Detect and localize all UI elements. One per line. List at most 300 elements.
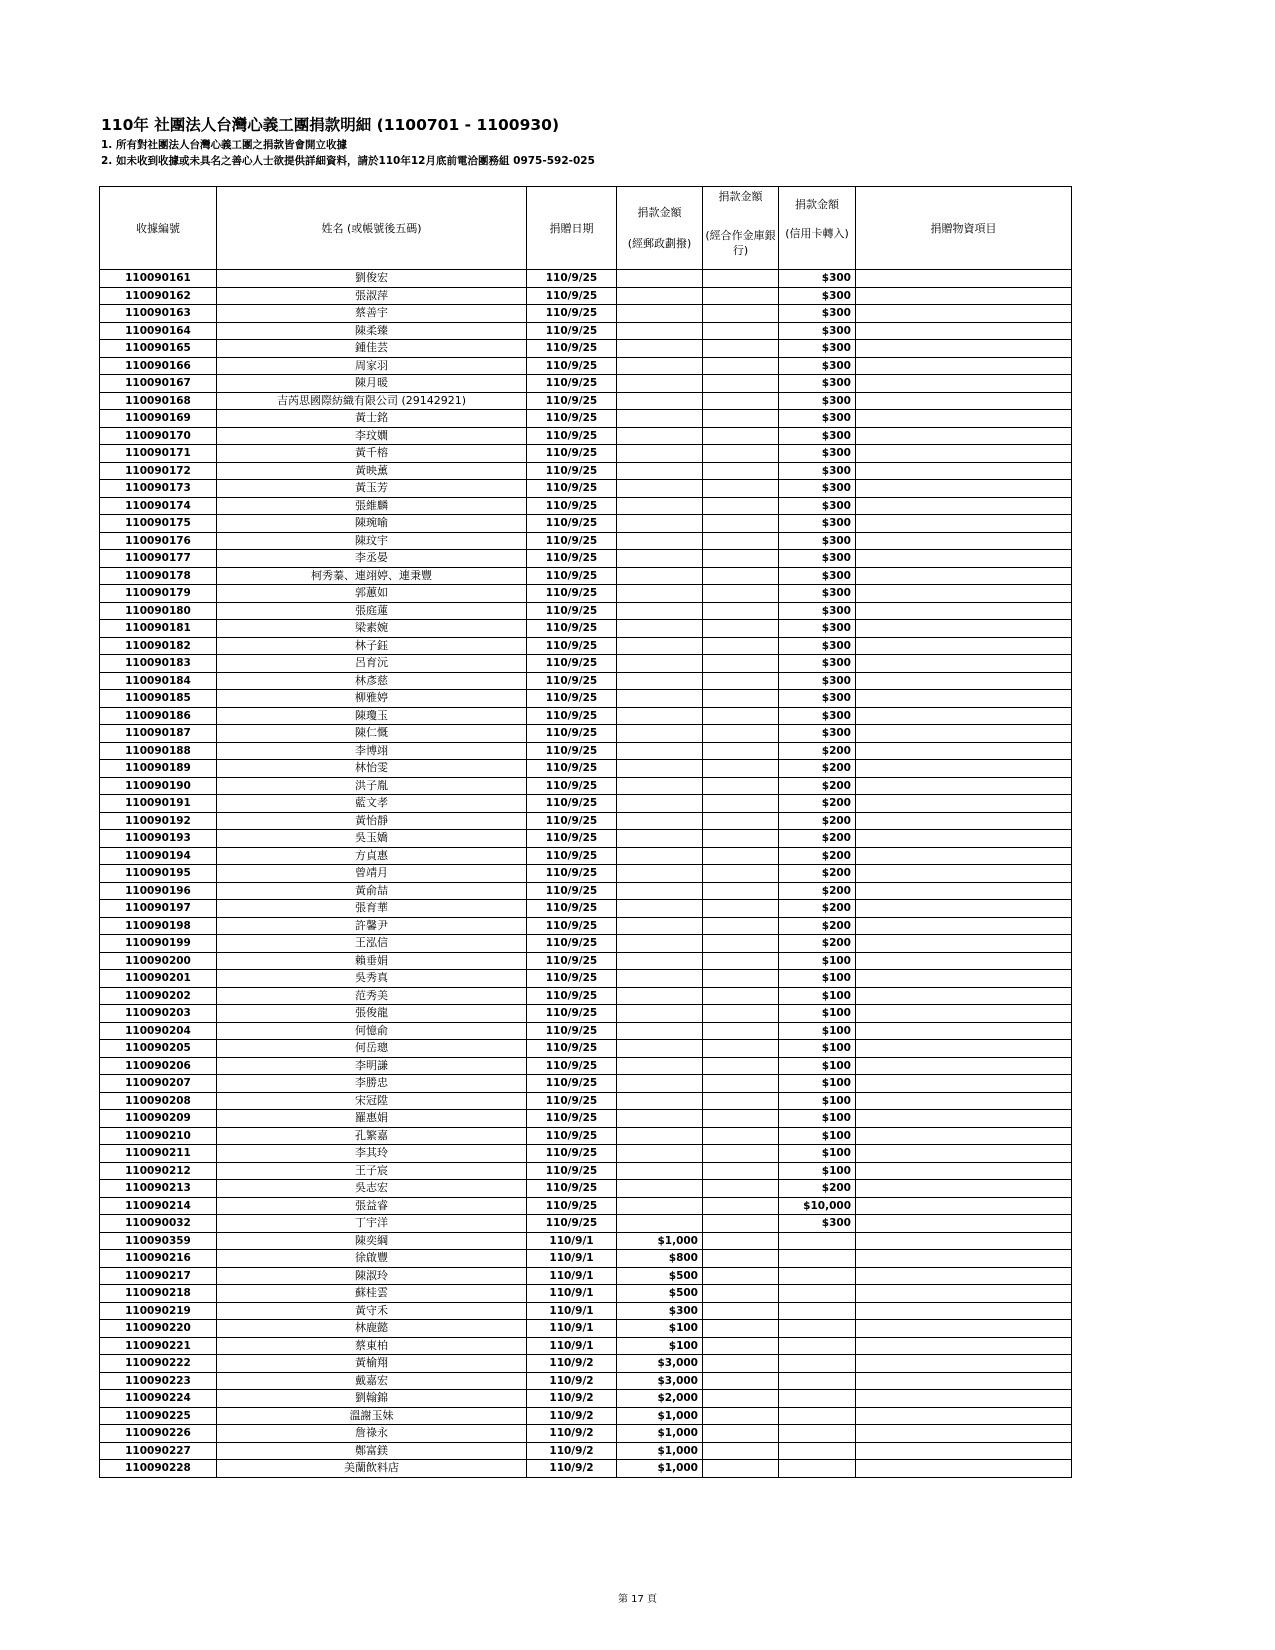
donation-date-cell: 110/9/25 (527, 462, 617, 480)
goods-cell (856, 830, 1072, 848)
goods-cell (856, 725, 1072, 743)
amount-bank-cell (703, 620, 779, 638)
amount-card-cell: $100 (779, 970, 856, 988)
donor-name-cell: 陳仁慨 (217, 725, 527, 743)
page-number: 第 17 頁 (617, 1594, 658, 1605)
receipt-no-cell: 110090197 (100, 900, 217, 918)
donation-date-cell: 110/9/25 (527, 865, 617, 883)
goods-cell (856, 1425, 1072, 1443)
goods-cell (856, 742, 1072, 760)
amount-card-cell: $300 (779, 375, 856, 393)
table-row (100, 1337, 1072, 1355)
donor-name-cell: 陳月暖 (217, 375, 527, 393)
amount-bank-cell (703, 357, 779, 375)
table-row (100, 515, 1072, 533)
amount-card-cell: $100 (779, 952, 856, 970)
amount-postal-cell (617, 1215, 703, 1233)
donor-name-cell: 黃怡靜 (217, 812, 527, 830)
donation-date-cell: 110/9/25 (527, 1127, 617, 1145)
amount-card-cell: $100 (779, 1127, 856, 1145)
donation-date-cell: 110/9/25 (527, 725, 617, 743)
table-row (100, 1162, 1072, 1180)
receipt-no-cell: 110090225 (100, 1407, 217, 1425)
donor-name-cell: 周家羽 (217, 357, 527, 375)
table-row (100, 655, 1072, 673)
amount-card-cell: $200 (779, 882, 856, 900)
amount-card-cell (779, 1302, 856, 1320)
amount-card-cell (779, 1425, 856, 1443)
amount-bank-cell (703, 637, 779, 655)
donation-date-cell: 110/9/25 (527, 1022, 617, 1040)
receipt-no-cell: 110090168 (100, 392, 217, 410)
donation-date-cell: 110/9/25 (527, 550, 617, 568)
donation-date-cell: 110/9/25 (527, 1005, 617, 1023)
donation-date-cell: 110/9/25 (527, 1040, 617, 1058)
donation-date-cell: 110/9/1 (527, 1267, 617, 1285)
donation-date-cell: 110/9/25 (527, 882, 617, 900)
amount-card-cell: $300 (779, 567, 856, 585)
donation-date-cell: 110/9/25 (527, 672, 617, 690)
goods-cell (856, 1372, 1072, 1390)
amount-card-cell: $200 (779, 900, 856, 918)
receipt-no-cell: 110090222 (100, 1355, 217, 1373)
table-row (100, 725, 1072, 743)
table-row (100, 935, 1072, 953)
goods-cell (856, 655, 1072, 673)
donor-name-cell: 李丞晏 (217, 550, 527, 568)
table-row (100, 410, 1072, 428)
donation-date-cell: 110/9/25 (527, 305, 617, 323)
donor-name-cell: 黃千榕 (217, 445, 527, 463)
table-row (100, 690, 1072, 708)
donation-date-cell: 110/9/2 (527, 1407, 617, 1425)
donation-date-cell: 110/9/25 (527, 637, 617, 655)
header-amount-bank-method: (經合作金庫銀行) (705, 229, 776, 257)
goods-cell (856, 427, 1072, 445)
receipt-no-cell: 110090165 (100, 340, 217, 358)
donation-date-cell: 110/9/25 (527, 795, 617, 813)
amount-postal-cell (617, 1075, 703, 1093)
table-row (100, 287, 1072, 305)
goods-cell (856, 1302, 1072, 1320)
amount-bank-cell (703, 777, 779, 795)
goods-cell (856, 1407, 1072, 1425)
goods-cell (856, 1232, 1072, 1250)
receipt-no-cell: 110090169 (100, 410, 217, 428)
table-row (100, 270, 1072, 288)
donor-name-cell: 劉俊宏 (217, 270, 527, 288)
amount-bank-cell (703, 287, 779, 305)
amount-bank-cell (703, 882, 779, 900)
donor-name-cell: 梁素婉 (217, 620, 527, 638)
donation-date-cell: 110/9/25 (527, 830, 617, 848)
donation-date-cell: 110/9/1 (527, 1337, 617, 1355)
amount-bank-cell (703, 742, 779, 760)
goods-cell (856, 462, 1072, 480)
amount-postal-cell (617, 655, 703, 673)
amount-bank-cell (703, 812, 779, 830)
table-row (100, 1232, 1072, 1250)
table-row (100, 830, 1072, 848)
amount-bank-cell (703, 1005, 779, 1023)
goods-cell (856, 1442, 1072, 1460)
table-row (100, 1022, 1072, 1040)
table-row (100, 1320, 1072, 1338)
amount-card-cell: $200 (779, 865, 856, 883)
amount-postal-cell (617, 480, 703, 498)
donation-date-cell: 110/9/25 (527, 900, 617, 918)
donor-name-cell: 陳瓊玉 (217, 707, 527, 725)
amount-card-cell: $100 (779, 1022, 856, 1040)
header-amount-postal-label: 捐款金額 (637, 206, 682, 219)
amount-bank-cell (703, 375, 779, 393)
goods-cell (856, 672, 1072, 690)
table-row (100, 1442, 1072, 1460)
amount-postal-cell (617, 1005, 703, 1023)
donor-name-cell: 洪子胤 (217, 777, 527, 795)
donation-date-cell: 110/9/25 (527, 340, 617, 358)
note-receipt: 1. 所有對社團法人台灣心義工團之捐款皆會開立收據 (101, 139, 347, 151)
table-row (100, 637, 1072, 655)
table-row (100, 567, 1072, 585)
table-row (100, 917, 1072, 935)
goods-cell (856, 550, 1072, 568)
table-row (100, 707, 1072, 725)
table-row (100, 1425, 1072, 1443)
amount-postal-cell (617, 427, 703, 445)
table-row (100, 1127, 1072, 1145)
goods-cell (856, 707, 1072, 725)
amount-postal-cell (617, 532, 703, 550)
amount-bank-cell (703, 707, 779, 725)
amount-card-cell: $300 (779, 585, 856, 603)
receipt-no-cell: 110090216 (100, 1250, 217, 1268)
donation-date-cell: 110/9/1 (527, 1320, 617, 1338)
amount-bank-cell (703, 1355, 779, 1373)
table-row (100, 1005, 1072, 1023)
amount-card-cell: $200 (779, 830, 856, 848)
amount-postal-cell (617, 812, 703, 830)
amount-postal-cell (617, 270, 703, 288)
amount-postal-cell (617, 847, 703, 865)
goods-cell (856, 812, 1072, 830)
donation-date-cell: 110/9/25 (527, 707, 617, 725)
table-row (100, 497, 1072, 515)
amount-bank-cell (703, 392, 779, 410)
amount-postal-cell: $1,000 (617, 1442, 703, 1460)
amount-card-cell (779, 1407, 856, 1425)
header-goods: 捐贈物資項目 (856, 187, 1072, 270)
table-row (100, 882, 1072, 900)
table-row (100, 777, 1072, 795)
amount-postal-cell (617, 357, 703, 375)
table-row (100, 427, 1072, 445)
donor-name-cell: 呂育沅 (217, 655, 527, 673)
goods-cell (856, 1075, 1072, 1093)
donor-name-cell: 林彥慈 (217, 672, 527, 690)
donation-date-cell: 110/9/25 (527, 1057, 617, 1075)
goods-cell (856, 1145, 1072, 1163)
donation-date-cell: 110/9/25 (527, 1110, 617, 1128)
receipt-no-cell: 110090167 (100, 375, 217, 393)
amount-postal-cell (617, 900, 703, 918)
amount-card-cell (779, 1442, 856, 1460)
donor-name-cell: 戴嘉宏 (217, 1372, 527, 1390)
table-row (100, 585, 1072, 603)
amount-postal-cell (617, 585, 703, 603)
donation-date-cell: 110/9/25 (527, 760, 617, 778)
donor-name-cell: 曾靖月 (217, 865, 527, 883)
amount-card-cell: $100 (779, 1040, 856, 1058)
amount-bank-cell (703, 1092, 779, 1110)
amount-bank-cell (703, 865, 779, 883)
goods-cell (856, 935, 1072, 953)
receipt-no-cell: 110090226 (100, 1425, 217, 1443)
donation-date-cell: 110/9/25 (527, 917, 617, 935)
amount-postal-cell (617, 445, 703, 463)
donation-date-cell: 110/9/2 (527, 1442, 617, 1460)
goods-cell (856, 970, 1072, 988)
table-row (100, 550, 1072, 568)
receipt-no-cell: 110090198 (100, 917, 217, 935)
donation-date-cell: 110/9/25 (527, 602, 617, 620)
receipt-no-cell: 110090190 (100, 777, 217, 795)
amount-card-cell (779, 1355, 856, 1373)
amount-card-cell: $300 (779, 707, 856, 725)
header-amount-bank (703, 187, 779, 270)
goods-cell (856, 1057, 1072, 1075)
donor-name-cell: 張育華 (217, 900, 527, 918)
goods-cell (856, 1355, 1072, 1373)
donor-name-cell: 柯秀蓁、連翊婷、連秉豐 (217, 567, 527, 585)
note-contact: 2. 如未收到收據或未具名之善心人士欲提供詳細資料，請於110年12月底前電洽團務組 0975-592-025 (101, 155, 595, 167)
donor-name-cell: 賴垂娟 (217, 952, 527, 970)
amount-card-cell: $300 (779, 637, 856, 655)
amount-bank-cell (703, 987, 779, 1005)
receipt-no-cell: 110090224 (100, 1390, 217, 1408)
table-row (100, 305, 1072, 323)
amount-bank-cell (703, 1442, 779, 1460)
amount-card-cell: $300 (779, 602, 856, 620)
table-row (100, 375, 1072, 393)
amount-bank-cell (703, 1337, 779, 1355)
goods-cell (856, 322, 1072, 340)
goods-cell (856, 1215, 1072, 1233)
table-row (100, 445, 1072, 463)
amount-card-cell: $300 (779, 690, 856, 708)
goods-cell (856, 795, 1072, 813)
table-row (100, 970, 1072, 988)
amount-bank-cell (703, 1390, 779, 1408)
donation-date-cell: 110/9/25 (527, 812, 617, 830)
table-row (100, 462, 1072, 480)
amount-bank-cell (703, 480, 779, 498)
amount-postal-cell (617, 935, 703, 953)
table-row (100, 900, 1072, 918)
goods-cell (856, 900, 1072, 918)
amount-bank-cell (703, 690, 779, 708)
donation-date-cell: 110/9/2 (527, 1372, 617, 1390)
donation-table (99, 186, 1072, 1478)
receipt-no-cell: 110090211 (100, 1145, 217, 1163)
amount-bank-cell (703, 305, 779, 323)
receipt-no-cell: 110090210 (100, 1127, 217, 1145)
table-row (100, 480, 1072, 498)
goods-cell (856, 865, 1072, 883)
receipt-no-cell: 110090194 (100, 847, 217, 865)
amount-bank-cell (703, 1057, 779, 1075)
table-row (100, 532, 1072, 550)
amount-bank-cell (703, 1162, 779, 1180)
amount-bank-cell (703, 760, 779, 778)
receipt-no-cell: 110090181 (100, 620, 217, 638)
table-row (100, 1110, 1072, 1128)
amount-card-cell (779, 1372, 856, 1390)
amount-bank-cell (703, 1372, 779, 1390)
receipt-no-cell: 110090192 (100, 812, 217, 830)
donation-date-cell: 110/9/25 (527, 742, 617, 760)
amount-bank-cell (703, 917, 779, 935)
donor-name-cell: 李博翊 (217, 742, 527, 760)
amount-card-cell (779, 1285, 856, 1303)
amount-card-cell: $200 (779, 777, 856, 795)
donation-date-cell: 110/9/25 (527, 1075, 617, 1093)
amount-postal-cell (617, 690, 703, 708)
goods-cell (856, 585, 1072, 603)
donation-date-cell: 110/9/25 (527, 952, 617, 970)
donation-date-cell: 110/9/25 (527, 445, 617, 463)
amount-card-cell: $300 (779, 270, 856, 288)
amount-postal-cell: $500 (617, 1285, 703, 1303)
amount-bank-cell (703, 672, 779, 690)
donation-date-cell: 110/9/25 (527, 410, 617, 428)
amount-card-cell: $300 (779, 305, 856, 323)
receipt-no-cell: 110090189 (100, 760, 217, 778)
table-row (100, 1372, 1072, 1390)
donor-name-cell: 李勝忠 (217, 1075, 527, 1093)
amount-postal-cell (617, 497, 703, 515)
goods-cell (856, 532, 1072, 550)
goods-cell (856, 1040, 1072, 1058)
amount-bank-cell (703, 322, 779, 340)
receipt-no-cell: 110090196 (100, 882, 217, 900)
table-header-row (100, 187, 1072, 270)
donation-date-cell: 110/9/25 (527, 1145, 617, 1163)
donor-name-cell: 張淑萍 (217, 287, 527, 305)
receipt-no-cell: 110090188 (100, 742, 217, 760)
amount-postal-cell: $300 (617, 1302, 703, 1320)
amount-card-cell: $300 (779, 410, 856, 428)
donation-date-cell: 110/9/25 (527, 270, 617, 288)
amount-bank-cell (703, 585, 779, 603)
amount-card-cell: $100 (779, 1110, 856, 1128)
receipt-no-cell: 110090162 (100, 287, 217, 305)
donation-date-cell: 110/9/25 (527, 970, 617, 988)
receipt-no-cell: 110090193 (100, 830, 217, 848)
table-row (100, 340, 1072, 358)
amount-bank-cell (703, 1250, 779, 1268)
receipt-no-cell: 110090218 (100, 1285, 217, 1303)
amount-postal-cell: $1,000 (617, 1407, 703, 1425)
table-row (100, 672, 1072, 690)
donation-date-cell: 110/9/25 (527, 515, 617, 533)
amount-card-cell: $300 (779, 427, 856, 445)
amount-postal-cell (617, 725, 703, 743)
amount-card-cell: $200 (779, 935, 856, 953)
donor-name-cell: 黃玉芳 (217, 480, 527, 498)
goods-cell (856, 1267, 1072, 1285)
amount-postal-cell (617, 375, 703, 393)
goods-cell (856, 1162, 1072, 1180)
receipt-no-cell: 110090227 (100, 1442, 217, 1460)
amount-card-cell (779, 1250, 856, 1268)
donor-name-cell: 陳琬喻 (217, 515, 527, 533)
donor-name-cell: 劉翰錦 (217, 1390, 527, 1408)
receipt-no-cell: 110090185 (100, 690, 217, 708)
amount-bank-cell (703, 1267, 779, 1285)
donation-date-cell: 110/9/25 (527, 567, 617, 585)
amount-bank-cell (703, 532, 779, 550)
donor-name-cell: 詹祿永 (217, 1425, 527, 1443)
receipt-no-cell: 110090199 (100, 935, 217, 953)
receipt-no-cell: 110090221 (100, 1337, 217, 1355)
donor-name-cell: 張俊龍 (217, 1005, 527, 1023)
donation-date-cell: 110/9/25 (527, 1162, 617, 1180)
header-amount-card (779, 187, 856, 270)
goods-cell (856, 287, 1072, 305)
goods-cell (856, 917, 1072, 935)
amount-postal-cell (617, 305, 703, 323)
donor-name-cell: 張庭蓮 (217, 602, 527, 620)
table-body (100, 270, 1072, 1478)
donation-date-cell: 110/9/25 (527, 497, 617, 515)
donor-name-cell: 林鹿懿 (217, 1320, 527, 1338)
header-amount-card-label: 捐款金額 (795, 198, 839, 211)
amount-bank-cell (703, 1320, 779, 1338)
page-title: 110年 社團法人台灣心義工團捐款明細 (1100701 - 1100930) (101, 116, 560, 134)
receipt-no-cell: 110090223 (100, 1372, 217, 1390)
table-row (100, 1460, 1072, 1478)
amount-card-cell: $200 (779, 795, 856, 813)
amount-postal-cell: $100 (617, 1337, 703, 1355)
amount-bank-cell (703, 1215, 779, 1233)
amount-postal-cell (617, 1162, 703, 1180)
receipt-no-cell: 110090032 (100, 1215, 217, 1233)
amount-card-cell (779, 1390, 856, 1408)
receipt-no-cell: 110090180 (100, 602, 217, 620)
donor-name-cell: 李明謙 (217, 1057, 527, 1075)
donation-date-cell: 110/9/25 (527, 357, 617, 375)
amount-postal-cell (617, 340, 703, 358)
goods-cell (856, 777, 1072, 795)
amount-postal-cell: $1,000 (617, 1232, 703, 1250)
donation-date-cell: 110/9/25 (527, 777, 617, 795)
receipt-no-cell: 110090183 (100, 655, 217, 673)
amount-card-cell: $200 (779, 847, 856, 865)
table-row (100, 1390, 1072, 1408)
donor-name-cell: 柳雅婷 (217, 690, 527, 708)
receipt-no-cell: 110090205 (100, 1040, 217, 1058)
table-row (100, 1145, 1072, 1163)
receipt-no-cell: 110090203 (100, 1005, 217, 1023)
amount-postal-cell (617, 392, 703, 410)
donor-name-cell: 黃榆翔 (217, 1355, 527, 1373)
amount-bank-cell (703, 970, 779, 988)
amount-bank-cell (703, 935, 779, 953)
amount-postal-cell (617, 742, 703, 760)
header-amount-postal (617, 187, 703, 270)
amount-card-cell: $10,000 (779, 1197, 856, 1215)
